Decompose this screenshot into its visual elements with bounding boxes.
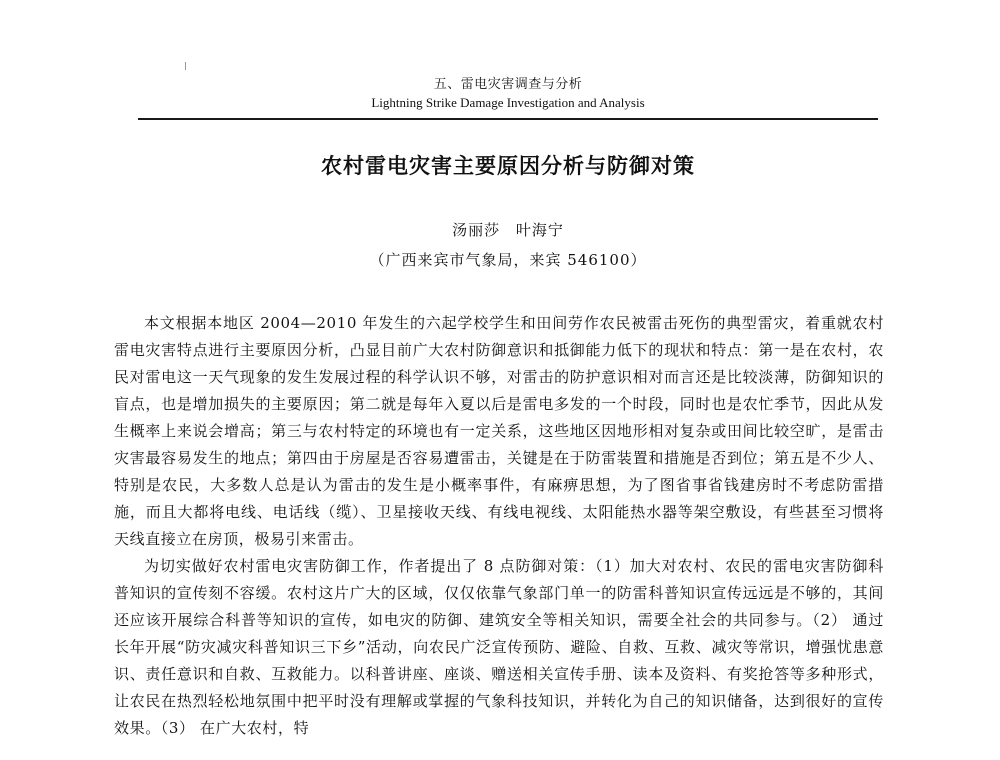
article-title: 农村雷电灾害主要原因分析与防御对策 (321, 154, 695, 178)
affiliation: （广西来宾市气象局，来宾 546100） (369, 251, 647, 269)
running-header (138, 76, 878, 111)
scan-tick-mark (185, 62, 186, 70)
body-paragraph: 为切实做好农村雷电灾害防御工作，作者提出了 8 点防御对策：（1）加大对农村、农民的雷电灾害防御科普知识的宣传刻不容缓。农村这片广大的区域，仅仅依靠气象部门单一的防雷科普知识宣传远远是不够的，其间还应该开展综合科普等知识的宣传，如电灾的防御、建筑安全等相关知识，需要全社会的共同参与。（2） 通过长年开展“防灾减灾科普知识三下乡”活动，向农民广泛宣传预防、避险、自救、互救、减灾等常识，增强忧患意识、责任意识和自救、互救能力。以科普讲座、座谈、赠送相关宣传手册、读本及资料、有奖抢答等多种形式，让农民在热烈轻松地氛围中把平时没有理解或掌握的气象科技知识，并转化为自己的知识储备，达到很好的宣传效果。（3） 在广大农村，特 (114, 557, 884, 737)
section-label: 五、雷电灾害调查与分析 (433, 77, 583, 92)
body-paragraph: 本文根据本地区 2004—2010 年发生的六起学校学生和田间劳作农民被雷击死伤的典型雷灾，着重就农村雷电灾害特点进行主要原因分析，凸显目前广大农村防御意识和抵御能力低下的现状和特点：第一是在农村，农民对雷电这一天气现象的发生发展过程的科学认识不够，对雷击的防护意识相对而言还是比较淡薄，防御知识的盲点，也是增加损失的主要原因；第二就是每年入夏以后是雷电多发的一个时段，同时也是农忙季节，因此从发生概率上来说会增高；第三与农村特定的环境也有一定关系，这些地区因地形相对复杂或田间比较空旷，是雷击灾害最容易发生的地点；第四由于房屋是否容易遭雷击，关键是在于防雷装置和措施是否到位；第五是不少人、特别是农民，大多数人总是认为雷击的发生是小概率事件，有麻痹思想，为了图省事省钱建房时不考虑防雷措施，而且大都将电线、电话线（缆）、卫星接收天线、有线电视线、太阳能热水器等架空敷设，有些甚至习惯将天线直接立在房顶，极易引来雷击。 (114, 314, 884, 548)
section-label-english: Lightning Strike Damage Investigation and Analysis (371, 95, 645, 110)
header-rule (138, 118, 878, 120)
article-body (114, 310, 884, 742)
authors: 汤丽莎 叶海宁 (452, 221, 564, 239)
